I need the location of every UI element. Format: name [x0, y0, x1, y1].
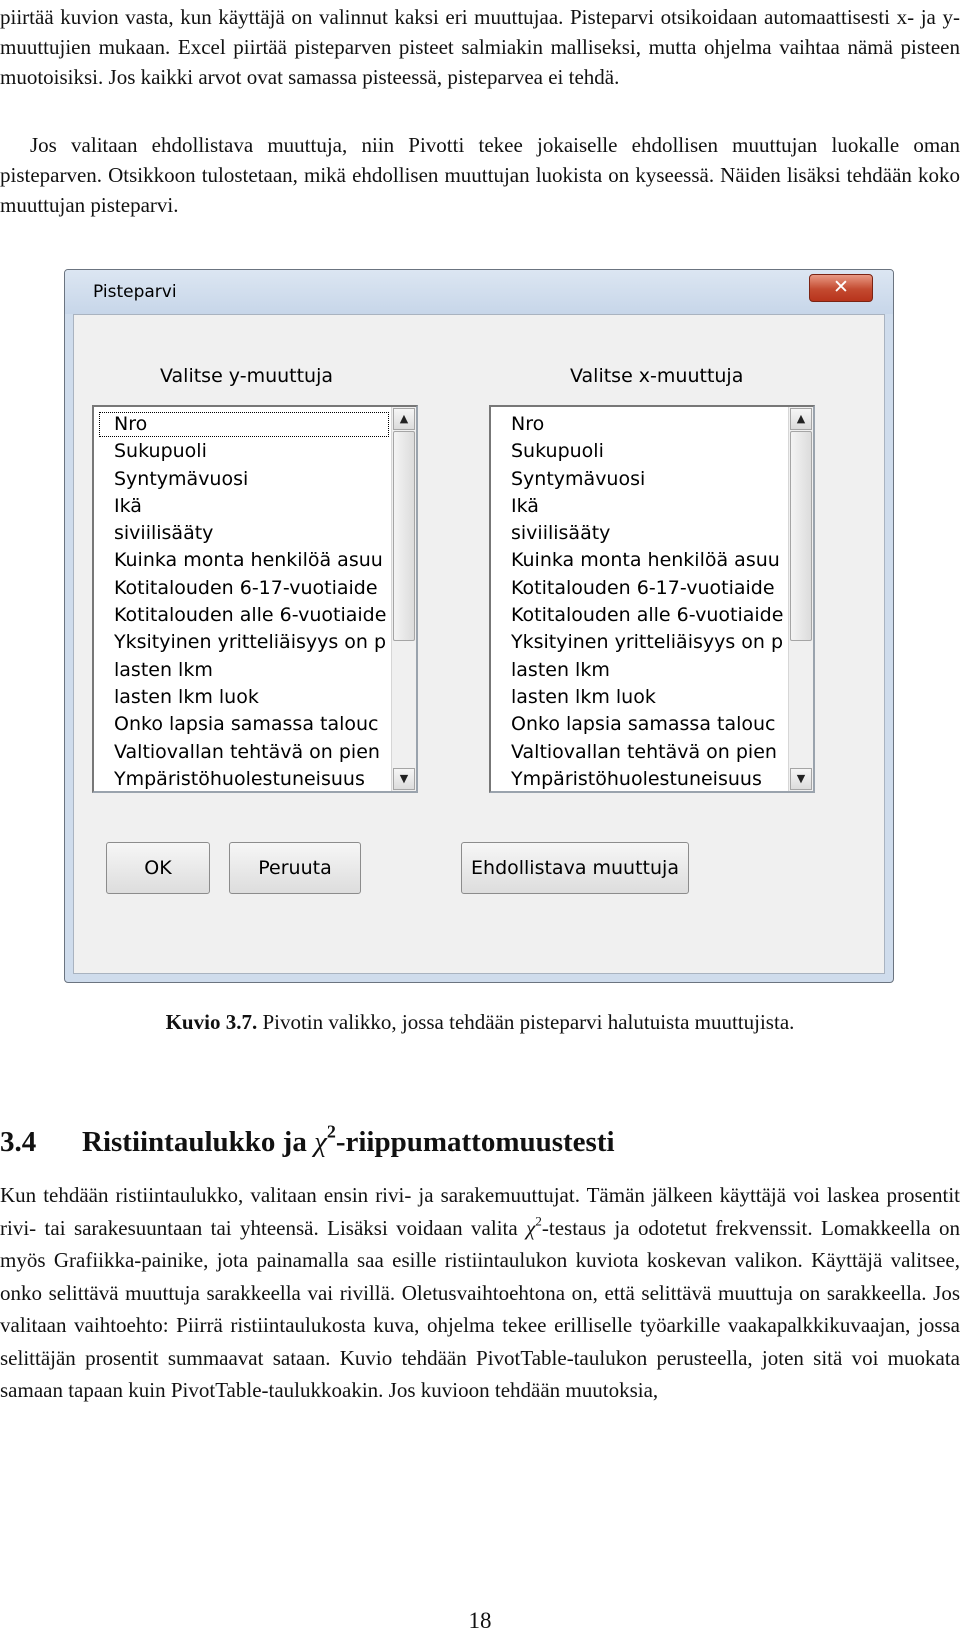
variable-list-item[interactable]: lasten lkm: [114, 658, 213, 681]
variable-list-item[interactable]: lasten lkm luok: [114, 685, 259, 708]
y-variable-list[interactable]: [94, 407, 390, 791]
variable-list-item[interactable]: Onko lapsia samassa talouc: [511, 713, 776, 736]
variable-list-item[interactable]: Nro: [98, 411, 390, 438]
body-chi-symbol: χ: [526, 1215, 536, 1240]
intro-paragraph-2: Jos valitaan ehdollistava muuttuja, niin Pivotti tekee jokaiselle ehdollisen muuttujan luokalle oman pisteparven. Otsikkoon tulostetaan, mikä ehdollisen muuttujan luokista on kyseessä. Näiden lisäksi tehdään koko muuttujan pisteparvi.: [0, 133, 960, 217]
variable-list-item[interactable]: Ikä: [114, 494, 142, 517]
dialog-titlebar[interactable]: [65, 270, 893, 314]
section-title-pre: Ristiintaulukko ja: [82, 1126, 315, 1158]
y-list-scrollbar[interactable]: [391, 407, 416, 791]
y-list-scroll-thumb[interactable]: [393, 431, 415, 641]
variable-list-item[interactable]: Valtiovallan tehtävä on pien: [114, 740, 380, 763]
figure-caption: [0, 1010, 960, 1035]
close-button[interactable]: [809, 274, 873, 302]
variable-list-item[interactable]: Kuinka monta henkilöä asuu: [511, 549, 780, 572]
variable-list-item[interactable]: siviilisääty: [114, 522, 214, 545]
scroll-down-icon[interactable]: ▼: [393, 768, 415, 790]
page-number: 18: [468, 1608, 492, 1633]
section-number: 3.4: [0, 1126, 37, 1158]
chi-symbol: χ: [314, 1126, 327, 1158]
x-variable-list[interactable]: [491, 407, 787, 791]
body-text-1: Kun tehdään ristiintaulukko, valitaan ensin rivi- ja sarakemuuttujat. Tämän jälkeen käyttäjä voi laskea prosentit rivi- tai sarakesuuntaan tai yhteensä. Lisäksi voidaan valita: [0, 1183, 960, 1240]
variable-list-item[interactable]: Sukupuoli: [511, 440, 604, 463]
section-heading: [0, 1121, 615, 1159]
chi-superscript: 2: [326, 1121, 336, 1142]
variable-list-item[interactable]: lasten lkm luok: [511, 685, 656, 708]
scroll-down-icon[interactable]: ▼: [790, 768, 812, 790]
variable-list-item[interactable]: Sukupuoli: [114, 440, 207, 463]
body-text-2: -testaus ja odotetut frekvenssit. Lomakkeella on myös Grafiikka-painike, jota painamalla saa esille ristiintaulukon kuviota koskevan valikon. Käyttäjä valitsee, onko selittävä muuttuja sarakkeella vai rivillä. Oletusvaihtoehtona on, että selittävä muuttuja on sarakkeella. Jos valitaan vaihtoehto: Piirrä ristiintaulukosta kuva, ohjelma tekee erilliselle työarkille vaakapalkkikuvaajan, jossa selittäjän prosentit summaavat sataan. Kuvio tehdään PivotTable-taulukon perusteella, joten sitä voi muokata samaan tapaan kuin PivotTable-taulukkoakin. Jos kuvioon tehdään muutoksia,: [0, 1215, 960, 1402]
ok-button[interactable]: OK: [106, 842, 210, 894]
dialog-title: Pisteparvi: [93, 282, 177, 302]
variable-list-item[interactable]: Nro: [511, 413, 545, 435]
variable-list-item[interactable]: Syntymävuosi: [114, 467, 249, 490]
variable-list-item[interactable]: Valtiovallan tehtävä on pien: [511, 740, 777, 763]
variable-list-item[interactable]: Ikä: [511, 494, 539, 517]
x-variable-listbox[interactable]: [489, 405, 815, 793]
x-variable-label: Valitse x-muuttuja: [570, 365, 744, 387]
variable-list-item[interactable]: Yksityinen yritteliäisyys on p: [511, 631, 784, 654]
variable-list-item[interactable]: Yksityinen yritteliäisyys on p: [114, 631, 387, 654]
conditional-variable-button[interactable]: Ehdollistava muuttuja: [461, 842, 689, 894]
variable-list-item[interactable]: Kotitalouden alle 6-vuotiaide: [511, 604, 784, 627]
scroll-up-icon[interactable]: ▲: [393, 408, 415, 430]
caption-text: Pivotin valikko, jossa tehdään pisteparvi halutuista muuttujista.: [257, 1010, 795, 1034]
body-chi-superscript: 2: [535, 1212, 542, 1228]
variable-list-item[interactable]: siviilisääty: [511, 522, 611, 545]
variable-list-item[interactable]: lasten lkm: [511, 658, 610, 681]
close-icon: ✕: [833, 276, 849, 298]
cancel-button[interactable]: Peruuta: [229, 842, 361, 894]
variable-list-item[interactable]: Ympäristöhuolestuneisuus: [114, 767, 365, 790]
y-variable-label: Valitse y-muuttuja: [160, 365, 334, 387]
variable-list-item[interactable]: Kuinka monta henkilöä asuu: [114, 549, 383, 572]
variable-list-item[interactable]: Kotitalouden 6-17-vuotiaide: [114, 576, 378, 599]
variable-list-item[interactable]: Syntymävuosi: [511, 467, 646, 490]
scroll-up-icon[interactable]: ▲: [790, 408, 812, 430]
variable-list-item[interactable]: Ympäristöhuolestuneisuus: [511, 767, 762, 790]
x-list-scrollbar[interactable]: [788, 407, 813, 791]
variable-list-item[interactable]: Kotitalouden 6-17-vuotiaide: [511, 576, 775, 599]
variable-list-item[interactable]: Kotitalouden alle 6-vuotiaide: [114, 604, 387, 627]
section-title-post: -riippumattomuustesti: [335, 1126, 615, 1158]
caption-label: Kuvio 3.7.: [165, 1010, 258, 1034]
variable-list-item[interactable]: Onko lapsia samassa talouc: [114, 713, 379, 736]
intro-paragraph-1: piirtää kuvion vasta, kun käyttäjä on valinnut kaksi eri muuttujaa. Pisteparvi otsikoidaan automaattisesti x- ja y-muuttujien mukaan. Excel piirtää pisteparven pisteet salmiakin malliseksi, mutta ohjelma vaihtaa nämä pisteen muotoisiksi. Jos kaikki arvot ovat samassa pisteessä, pisteparvea ei tehdä.: [0, 5, 960, 89]
x-list-scroll-thumb[interactable]: [790, 431, 812, 641]
y-variable-listbox[interactable]: [92, 405, 418, 793]
body-paragraph: [0, 1179, 960, 1407]
